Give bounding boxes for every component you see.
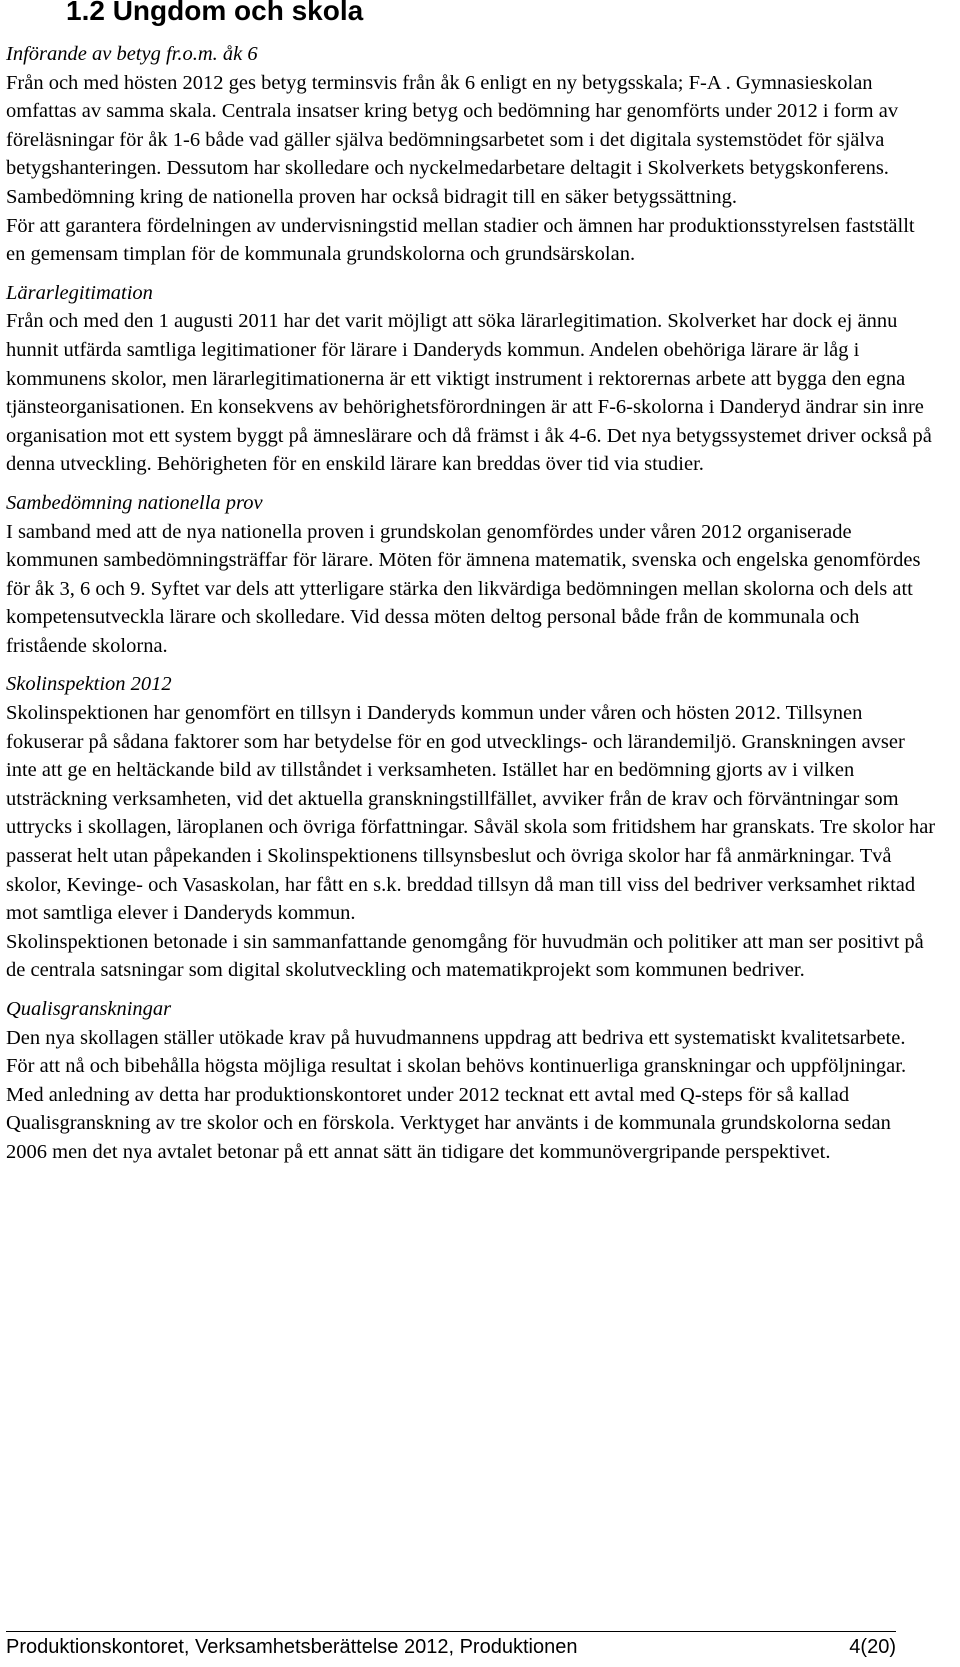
- paragraph: Skolinspektionen betonade i sin sammanfattande genomgång för huvudmän och politiker att man ser positivt på de centrala satsningar som digital skolutveckling och matematikprojekt som kommunen bedriver.: [6, 930, 924, 982]
- section-title: 1.2 Ungdom och skola: [66, 0, 364, 26]
- subheading-skolinspektion: Skolinspektion 2012: [6, 673, 172, 696]
- subheading-qualisgranskningar: Qualisgranskningar: [6, 998, 172, 1020]
- paragraph: Den nya skollagen ställer utökade krav på huvudmannens uppdrag att bedriva ett systematiskt kvalitetsarbete. För att nå och bibehålla högsta möjliga resultat i skolan behövs kontinuerliga granskningar och uppföljningar. Med anledning av detta har produktionskontoret under 2012 tecknat ett avtal med Q-steps för så kallad Qualisgranskning av tre skolor och en förskola. Verktyget har använts i de kommunala grundskolorna sedan 2006 men det nya avtalet betonar på ett annat sätt än tidigare det kommunövergripande perspektivet.: [6, 1026, 907, 1163]
- subheading-lararlegitimation: Lärarlegitimation: [6, 281, 153, 304]
- footer-divider: [6, 1631, 896, 1632]
- subheading-sambedomning: Sambedömning nationella prov: [6, 491, 263, 514]
- paragraph: Från och med den 1 augusti 2011 har det varit möjligt att söka lärarlegitimation. Skolverket har dock ej ännu hunnit utfärda samtliga legitimationer för lärare i Danderyds kommun. Andelen obehöriga lärare är låg i kommunens skolor, men lärarlegitimationerna är ett viktigt instrument i rektorernas arbete att bygga den egna tjänsteorganisationen. En konsekvens av behörighetsförordningen är att F-6-skolorna i Danderyd ändrar sin inre organisation mot ett system byggt på ämneslärare och då främst i åk 4-6. Det nya betygssystemet driver också på denna utveckling. Behörigheten för en enskild lärare kan breddas över tid via studier.: [6, 310, 932, 476]
- document-body: [6, 36, 936, 1167]
- paragraph: För att garantera fördelningen av undervisningstid mellan stadier och ämnen har produktionsstyrelsen fastställt en gemensam timplan för de kommunala grundskolorna och grundsärskolan.: [6, 214, 915, 266]
- subheading-betyg: Införande av betyg fr.o.m. åk 6: [6, 43, 258, 65]
- paragraph: Skolinspektionen har genomfört en tillsyn i Danderyds kommun under våren och hösten 2012. Tillsynen fokuserar på sådana faktorer som har betydelse för en god utvecklings- och lärandemiljö. Granskningen avser inte att ge en heltäckande bild av tillståndet i verksamheten. Istället har en bedömning gjorts av i vilken utsträckning verksamheten, vid det aktuella granskningstillfället, avviker från de krav och förväntningar som uttrycks i skollagen, läroplanen och övriga författningar. Såväl skola som fritidshem har granskats. Tre skolor har passerat helt utan påpekanden i Skolinspektionens tillsynsbeslut och övriga skolor har få anmärkningar. Två skolor, Kevinge- och Vasaskolan, har fått en s.k. breddad tillsyn då man till viss del bedriver verksamhet riktad mot samtliga elever i Danderyds kommun.: [6, 702, 936, 925]
- page-number: 4(20): [849, 1636, 896, 1658]
- footer-text: Produktionskontoret, Verksamhetsberättelse 2012, Produktionen: [6, 1636, 578, 1658]
- paragraph: Från och med hösten 2012 ges betyg terminsvis från åk 6 enligt en ny betygsskala; F-A . Gymnasieskolan omfattas av samma skala. Centrala insatser kring betyg och bedömning har genomförts under 2012 i form av föreläsningar för åk 1-6 både vad gäller själva bedömningsarbetet som i det digitala systemstödet för själva betygshanteringen. Dessutom har skolledare och nyckelmedarbetare deltagit i Skolverkets betygskonferens. Sambedömning kring de nationella proven har också bidragit till en säker betygssättning.: [6, 71, 899, 208]
- paragraph: I samband med att de nya nationella proven i grundskolan genomfördes under våren 2012 organiserade kommunen sambedömningsträffar för lärare. Möten för ämnena matematik, svenska och engelska genomfördes för åk 3, 6 och 9. Syftet var dels att ytterligare stärka den likvärdiga bedömningen mellan skolorna och dels att kompetensutveckla lärare och skolledare. Vid dessa möten deltog personal både från de kommunala och fristående skolorna.: [6, 520, 921, 657]
